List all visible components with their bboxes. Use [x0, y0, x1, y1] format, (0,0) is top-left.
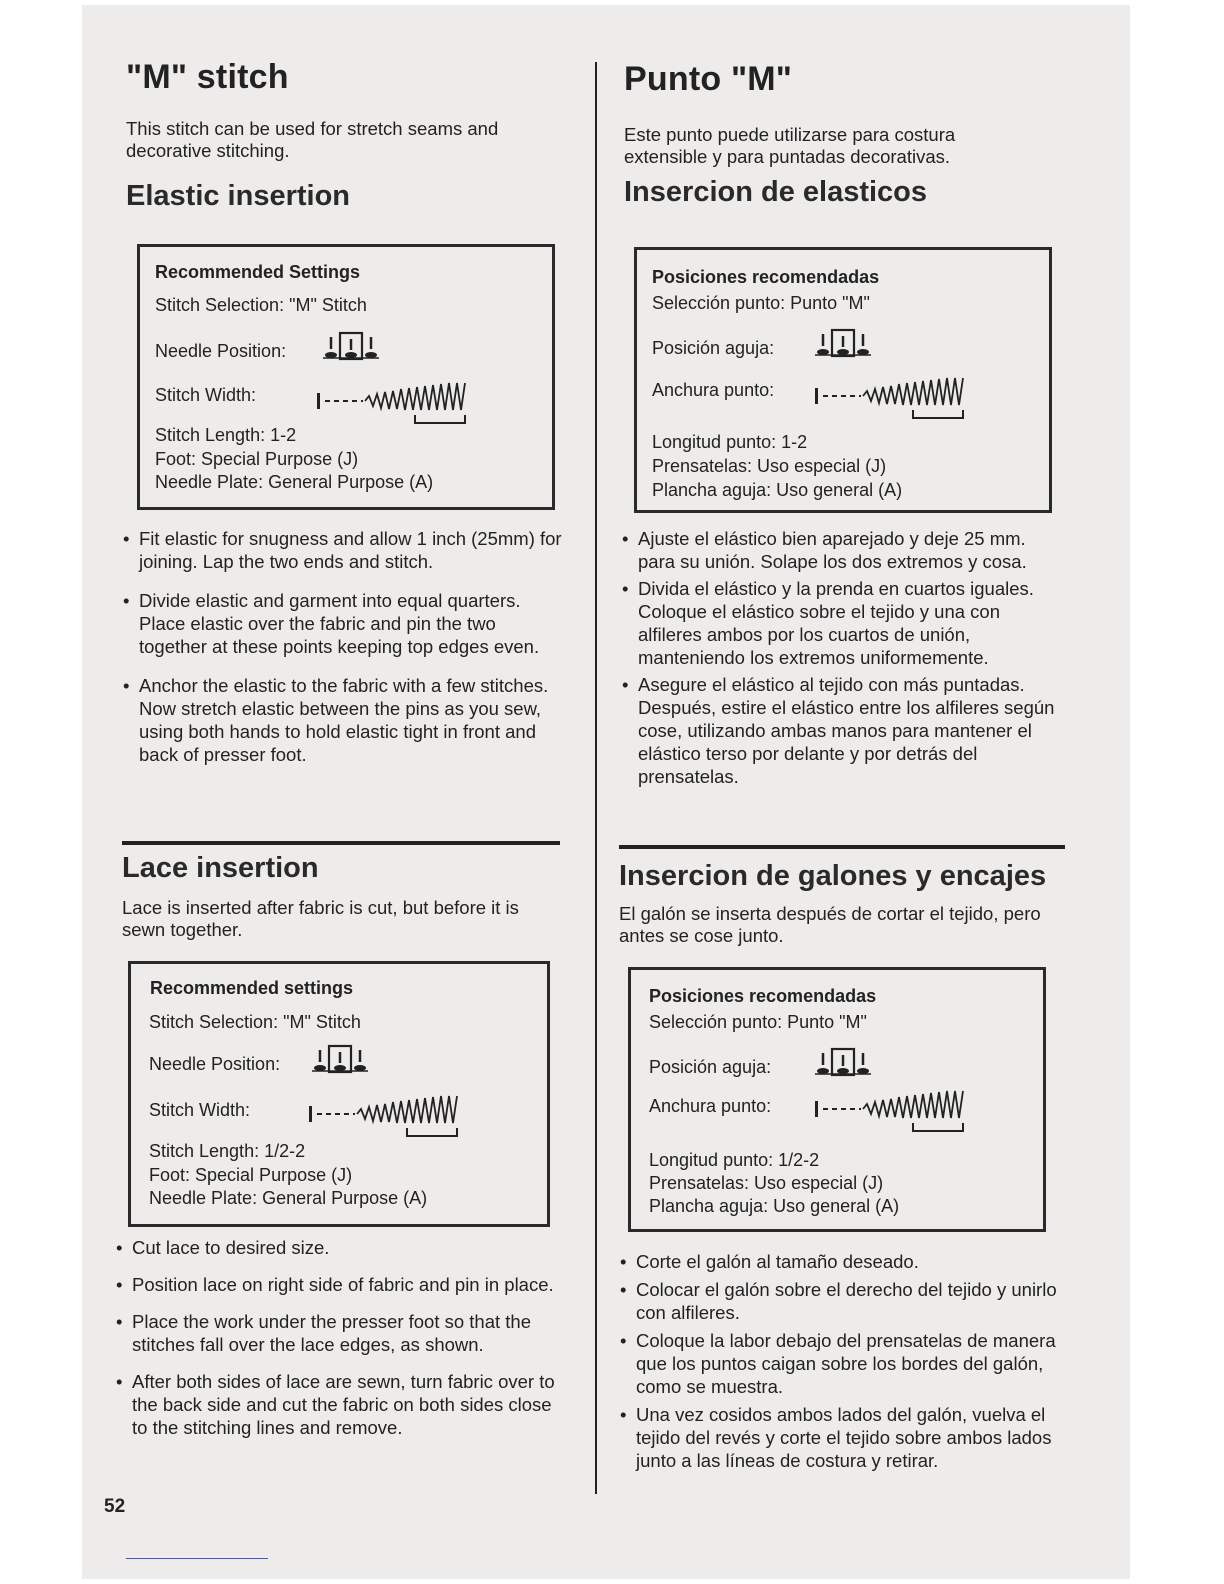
needle-plate: Needle Plate: General Purpose (A) [149, 1188, 428, 1208]
stitch-width-label: Stitch Width: [155, 385, 257, 405]
stitch-width-label: Anchura punto: [652, 380, 775, 400]
needle-position-label: Posición aguja: [652, 338, 775, 358]
stitch-selection: Stitch Selection: "M" Stitch [149, 1012, 361, 1032]
settings-box-elastic-spanish [634, 247, 1052, 513]
page-number: 52 [104, 1496, 126, 1517]
list-item: • Coloque la labor debajo del prensatelas de manera que los puntos caigan sobre los bordes del galón, como se muestra. [620, 1329, 1068, 1398]
needle-position-label: Needle Position: [155, 341, 287, 361]
settings-box-lace-spanish [628, 967, 1046, 1232]
list-item: • Cut lace to desired size. [116, 1236, 561, 1259]
list-item: • Una vez cosidos ambos lados del galón, vuelva el tejido del revés y corte el tejido sobre ambos lados junto a las líneas de costura y retirar. [620, 1403, 1068, 1472]
settings-box-lace-english [128, 961, 550, 1227]
presser-foot: Prensatelas: Uso especial (J) [652, 456, 887, 476]
heading-insercion-galones: Insercion de galones y encajes [619, 860, 1047, 892]
presser-foot: Prensatelas: Uso especial (J) [649, 1173, 884, 1193]
elastic-steps-spanish [622, 527, 1067, 788]
stitch-length: Longitud punto: 1/2-2 [649, 1150, 820, 1170]
heading-insercion-elasticos: Insercion de elasticos [624, 176, 928, 208]
stitch-width-label: Anchura punto: [649, 1096, 772, 1116]
presser-foot: Foot: Special Purpose (J) [155, 449, 359, 469]
heading-elastic-insertion: Elastic insertion [126, 180, 351, 212]
elastic-steps-english [123, 527, 563, 766]
intro-english: This stitch can be used for stretch seams and decorative stitching. [126, 118, 499, 161]
list-item: • Asegure el elástico al tejido con más puntadas. Después, estire el elástico entre los alfileres según cose, utilizando ambas manos para mantener el elástico terso por delante y por detrás del prensatelas. [622, 673, 1067, 788]
settings-title: Recommended settings [150, 978, 354, 998]
lace-intro-english: Lace is inserted after fabric is cut, but before it is sewn together. [122, 897, 519, 940]
presser-foot: Foot: Special Purpose (J) [149, 1165, 353, 1185]
stitch-width-icon [813, 376, 973, 420]
footer-link-underline [126, 1558, 268, 1559]
column-divider [595, 62, 597, 1494]
settings-title: Posiciones recomendadas [652, 267, 880, 287]
needle-plate: Plancha aguja: Uso general (A) [652, 480, 903, 500]
heading-lace-insertion: Lace insertion [122, 852, 319, 884]
list-item: • Anchor the elastic to the fabric with a few stitches. Now stretch elastic between the pins as you sew, using both hands to hold elastic tight in front and back of presser foot. [123, 674, 563, 766]
section-rule-english [122, 841, 560, 845]
stitch-selection: Stitch Selection: "M" Stitch [155, 295, 367, 315]
list-item: • Corte el galón al tamaño deseado. [620, 1250, 1068, 1273]
list-item: • Divida el elástico y la prenda en cuartos iguales. Coloque el elástico sobre el tejido y una con alfileres ambos por los cuartos de unión, manteniendo los extremos uniformemente. [622, 577, 1067, 669]
settings-title: Posiciones recomendadas [649, 986, 877, 1006]
stitch-selection: Selección punto: Punto "M" [652, 293, 870, 313]
stitch-width-icon [813, 1089, 973, 1133]
needle-position-icon [815, 1047, 871, 1077]
list-item: • Position lace on right side of fabric and pin in place. [116, 1273, 561, 1296]
list-item: • Fit elastic for snugness and allow 1 inch (25mm) for joining. Lap the two ends and stitch. [123, 527, 563, 573]
list-item: • Place the work under the presser foot so that the stitches fall over the lace edges, as shown. [116, 1310, 561, 1356]
list-item: • Divide elastic and garment into equal quarters. Place elastic over the fabric and pin the two together at these points keeping top edges even. [123, 589, 563, 658]
stitch-length: Longitud punto: 1-2 [652, 432, 808, 452]
needle-position-icon [312, 1044, 368, 1074]
stitch-width-label: Stitch Width: [149, 1100, 251, 1120]
needle-position-label: Needle Position: [149, 1054, 281, 1074]
list-item: • After both sides of lace are sewn, turn fabric over to the back side and cut the fabric on both sides close to the stitching lines and remove. [116, 1370, 561, 1439]
settings-box-elastic-english [137, 244, 555, 510]
lace-steps-spanish [620, 1250, 1068, 1472]
intro-spanish: Este punto puede utilizarse para costura extensible y para puntadas decorativas. [624, 124, 956, 167]
page-title-spanish: Punto "M" [624, 60, 793, 98]
stitch-selection: Selección punto: Punto "M" [649, 1012, 867, 1032]
needle-position-label: Posición aguja: [649, 1057, 772, 1077]
list-item: • Colocar el galón sobre el derecho del tejido y unirlo con alfileres. [620, 1278, 1068, 1324]
needle-position-icon [815, 328, 871, 358]
list-item: • Ajuste el elástico bien aparejado y deje 25 mm. para su unión. Solape los dos extremos y cosa. [622, 527, 1067, 573]
stitch-width-icon [307, 1094, 467, 1138]
stitch-length: Stitch Length: 1/2-2 [149, 1141, 306, 1161]
page-title-english: "M" stitch [126, 58, 289, 96]
lace-intro-spanish: El galón se inserta después de cortar el tejido, pero antes se cose junto. [619, 903, 1041, 946]
lace-steps-english [116, 1236, 561, 1439]
needle-plate: Needle Plate: General Purpose (A) [155, 472, 434, 492]
settings-title: Recommended Settings [155, 262, 361, 282]
section-rule-spanish [619, 845, 1065, 849]
stitch-length: Stitch Length: 1-2 [155, 425, 297, 445]
needle-position-icon [323, 331, 379, 361]
needle-plate: Plancha aguja: Uso general (A) [649, 1196, 900, 1216]
stitch-width-icon [315, 381, 475, 425]
